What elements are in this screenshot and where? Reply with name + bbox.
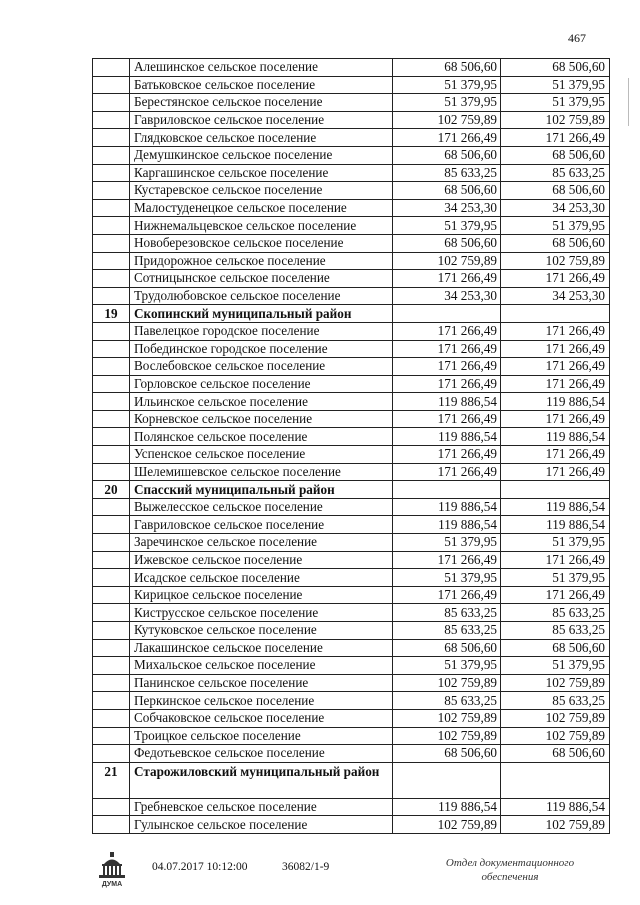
amount-cell-1: 51 379,95 — [393, 569, 501, 587]
amount-cell-2: 51 379,95 — [501, 94, 610, 112]
table-row — [93, 270, 610, 288]
amount-cell-2: 51 379,95 — [501, 534, 610, 552]
amount-cell-2: 102 759,89 — [501, 252, 610, 270]
amount-cell-1: 51 379,95 — [393, 657, 501, 675]
settlement-name-cell: Федотьевское сельское поселение — [130, 745, 393, 763]
amount-cell-2: 34 253,30 — [501, 199, 610, 217]
settlement-name-cell: Демушкинское сельское поселение — [130, 146, 393, 164]
table-body — [93, 59, 610, 834]
amount-cell-1: 68 506,60 — [393, 745, 501, 763]
row-number-cell — [93, 446, 130, 464]
amount-cell-2: 171 266,49 — [501, 586, 610, 604]
row-number-cell — [93, 182, 130, 200]
amount-cell-2 — [501, 762, 610, 798]
table-row — [93, 798, 610, 816]
settlement-name-cell: Горловское сельское поселение — [130, 375, 393, 393]
amount-cell-1: 102 759,89 — [393, 674, 501, 692]
amount-cell-2: 102 759,89 — [501, 727, 610, 745]
table-row — [93, 551, 610, 569]
amount-cell-2: 34 253,30 — [501, 287, 610, 305]
table-row — [93, 692, 610, 710]
amount-cell-2: 68 506,60 — [501, 639, 610, 657]
row-number-cell — [93, 498, 130, 516]
amount-cell-1: 68 506,60 — [393, 639, 501, 657]
district-name-cell: Старожиловский муниципальный район — [130, 762, 393, 798]
page-footer — [0, 858, 640, 898]
settlement-name-cell: Ильинское сельское поселение — [130, 393, 393, 411]
settlement-name-cell: Лакашинское сельское поселение — [130, 639, 393, 657]
row-number-cell — [93, 745, 130, 763]
amount-cell-2: 171 266,49 — [501, 340, 610, 358]
settlement-name-cell: Нижнемальцевское сельское поселение — [130, 217, 393, 235]
settlement-name-cell: Панинское сельское поселение — [130, 674, 393, 692]
duma-building-logo-icon — [96, 852, 128, 890]
amount-cell-2: 119 886,54 — [501, 498, 610, 516]
row-number-cell — [93, 569, 130, 587]
settlement-name-cell: Павелецкое городское поселение — [130, 322, 393, 340]
settlement-name-cell: Ижевское сельское поселение — [130, 551, 393, 569]
amount-cell-1: 171 266,49 — [393, 322, 501, 340]
settlement-name-cell: Побединское городское поселение — [130, 340, 393, 358]
settlement-name-cell: Корневское сельское поселение — [130, 410, 393, 428]
table-row — [93, 111, 610, 129]
row-number-cell — [93, 639, 130, 657]
amount-cell-1: 102 759,89 — [393, 816, 501, 834]
amount-cell-1: 85 633,25 — [393, 692, 501, 710]
row-number-cell — [93, 410, 130, 428]
amount-cell-1: 51 379,95 — [393, 217, 501, 235]
table-row — [93, 199, 610, 217]
table-row — [93, 727, 610, 745]
footer-document-code: 36082/1-9 — [282, 861, 330, 873]
table-row — [93, 463, 610, 481]
amount-cell-1: 119 886,54 — [393, 393, 501, 411]
table-row — [93, 182, 610, 200]
footer-department-stamp: Отдел документационного обеспечения — [445, 857, 575, 883]
settlement-name-cell: Полянское сельское поселение — [130, 428, 393, 446]
row-number-cell — [93, 709, 130, 727]
row-number-cell — [93, 551, 130, 569]
settlement-name-cell: Михальское сельское поселение — [130, 657, 393, 675]
table-row — [93, 129, 610, 147]
scan-edge-mark — [628, 78, 633, 126]
amount-cell-2: 68 506,60 — [501, 745, 610, 763]
settlement-name-cell: Батьковское сельское поселение — [130, 76, 393, 94]
table-row — [93, 745, 610, 763]
table-row — [93, 322, 610, 340]
logo-text: ДУМА — [101, 881, 123, 888]
amount-cell-2: 51 379,95 — [501, 217, 610, 235]
amount-cell-2: 171 266,49 — [501, 446, 610, 464]
table-row — [93, 586, 610, 604]
row-number-cell — [93, 586, 130, 604]
row-number-cell — [93, 428, 130, 446]
amount-cell-2: 85 633,25 — [501, 164, 610, 182]
row-number-cell — [93, 287, 130, 305]
table-section-row — [93, 481, 610, 499]
amount-cell-2: 68 506,60 — [501, 146, 610, 164]
amount-cell-2: 171 266,49 — [501, 463, 610, 481]
row-number-cell — [93, 393, 130, 411]
amount-cell-2: 171 266,49 — [501, 551, 610, 569]
amount-cell-1: 51 379,95 — [393, 534, 501, 552]
table-row — [93, 516, 610, 534]
amount-cell-2: 171 266,49 — [501, 375, 610, 393]
amount-cell-1: 171 266,49 — [393, 340, 501, 358]
amount-cell-1: 171 266,49 — [393, 375, 501, 393]
table-row — [93, 657, 610, 675]
settlement-name-cell: Троицкое сельское поселение — [130, 727, 393, 745]
amount-cell-1: 171 266,49 — [393, 410, 501, 428]
amount-cell-1: 34 253,30 — [393, 287, 501, 305]
table-row — [93, 164, 610, 182]
table-row — [93, 604, 610, 622]
table-row — [93, 709, 610, 727]
amount-cell-2: 68 506,60 — [501, 182, 610, 200]
table-row — [93, 252, 610, 270]
settlement-name-cell: Глядковское сельское поселение — [130, 129, 393, 147]
amount-cell-1: 171 266,49 — [393, 270, 501, 288]
settlement-name-cell: Новоберезовское сельское поселение — [130, 234, 393, 252]
amount-cell-2: 119 886,54 — [501, 393, 610, 411]
table-row — [93, 76, 610, 94]
row-number-cell — [93, 59, 130, 77]
table-row — [93, 639, 610, 657]
settlement-name-cell: Успенское сельское поселение — [130, 446, 393, 464]
amount-cell-1: 119 886,54 — [393, 516, 501, 534]
table-row — [93, 674, 610, 692]
row-number-cell — [93, 270, 130, 288]
row-number-cell — [93, 217, 130, 235]
row-number-cell — [93, 674, 130, 692]
row-number-cell — [93, 94, 130, 112]
row-number-cell — [93, 199, 130, 217]
table-row — [93, 340, 610, 358]
amount-cell-1 — [393, 481, 501, 499]
row-number-cell — [93, 322, 130, 340]
amount-cell-2: 119 886,54 — [501, 428, 610, 446]
settlement-name-cell: Гребневское сельское поселение — [130, 798, 393, 816]
amount-cell-2 — [501, 481, 610, 499]
amount-cell-1: 102 759,89 — [393, 709, 501, 727]
amount-cell-1 — [393, 305, 501, 323]
settlement-name-cell: Выжелесское сельское поселение — [130, 498, 393, 516]
amount-cell-1: 102 759,89 — [393, 727, 501, 745]
settlement-name-cell: Сотницынское сельское поселение — [130, 270, 393, 288]
row-number-cell — [93, 375, 130, 393]
row-number-cell — [93, 164, 130, 182]
row-number-cell — [93, 798, 130, 816]
settlement-name-cell: Заречинское сельское поселение — [130, 534, 393, 552]
settlement-name-cell: Кутуковское сельское поселение — [130, 622, 393, 640]
amount-cell-2: 171 266,49 — [501, 358, 610, 376]
amount-cell-1: 171 266,49 — [393, 551, 501, 569]
settlement-name-cell: Придорожное сельское поселение — [130, 252, 393, 270]
amount-cell-2: 68 506,60 — [501, 59, 610, 77]
row-number-cell — [93, 534, 130, 552]
row-number-cell: 21 — [93, 762, 130, 798]
amount-cell-1: 68 506,60 — [393, 59, 501, 77]
amount-cell-2: 102 759,89 — [501, 709, 610, 727]
amount-cell-2: 85 633,25 — [501, 604, 610, 622]
amount-cell-2: 85 633,25 — [501, 622, 610, 640]
settlement-name-cell: Гавриловское сельское поселение — [130, 516, 393, 534]
table-row — [93, 358, 610, 376]
amount-cell-1: 68 506,60 — [393, 234, 501, 252]
footer-datetime: 04.07.2017 10:12:00 — [152, 861, 248, 873]
table-row — [93, 234, 610, 252]
row-number-cell — [93, 604, 130, 622]
amount-cell-2: 51 379,95 — [501, 657, 610, 675]
settlement-name-cell: Исадское сельское поселение — [130, 569, 393, 587]
district-name-cell: Спасский муниципальный район — [130, 481, 393, 499]
table-row — [93, 217, 610, 235]
settlement-name-cell: Киструсское сельское поселение — [130, 604, 393, 622]
row-number-cell — [93, 657, 130, 675]
table-row — [93, 446, 610, 464]
amount-cell-1: 85 633,25 — [393, 164, 501, 182]
table-row — [93, 816, 610, 834]
amount-cell-1: 171 266,49 — [393, 358, 501, 376]
row-number-cell: 20 — [93, 481, 130, 499]
settlement-name-cell: Гулынское сельское поселение — [130, 816, 393, 834]
settlement-name-cell: Трудолюбовское сельское поселение — [130, 287, 393, 305]
amount-cell-2: 102 759,89 — [501, 111, 610, 129]
settlement-name-cell: Гавриловское сельское поселение — [130, 111, 393, 129]
table-row — [93, 622, 610, 640]
district-name-cell: Скопинский муниципальный район — [130, 305, 393, 323]
table-section-row — [93, 762, 610, 798]
row-number-cell — [93, 692, 130, 710]
table-row — [93, 287, 610, 305]
table-row — [93, 146, 610, 164]
table-row — [93, 428, 610, 446]
settlement-name-cell: Кустаревское сельское поселение — [130, 182, 393, 200]
settlement-name-cell: Вослебовское сельское поселение — [130, 358, 393, 376]
row-number-cell — [93, 252, 130, 270]
amount-cell-2 — [501, 305, 610, 323]
amount-cell-1: 171 266,49 — [393, 586, 501, 604]
amount-cell-1: 119 886,54 — [393, 798, 501, 816]
row-number-cell: 19 — [93, 305, 130, 323]
table-row — [93, 393, 610, 411]
amount-cell-2: 51 379,95 — [501, 569, 610, 587]
settlement-name-cell: Алешинское сельское поселение — [130, 59, 393, 77]
amount-cell-2: 171 266,49 — [501, 410, 610, 428]
row-number-cell — [93, 340, 130, 358]
row-number-cell — [93, 146, 130, 164]
row-number-cell — [93, 129, 130, 147]
amount-cell-1: 85 633,25 — [393, 604, 501, 622]
allocation-table — [92, 58, 610, 834]
amount-cell-2: 119 886,54 — [501, 516, 610, 534]
row-number-cell — [93, 727, 130, 745]
amount-cell-1: 68 506,60 — [393, 182, 501, 200]
table-row — [93, 94, 610, 112]
amount-cell-2: 171 266,49 — [501, 322, 610, 340]
amount-cell-1: 119 886,54 — [393, 428, 501, 446]
amount-cell-2: 85 633,25 — [501, 692, 610, 710]
amount-cell-2: 119 886,54 — [501, 798, 610, 816]
amount-cell-1: 34 253,30 — [393, 199, 501, 217]
row-number-cell — [93, 463, 130, 481]
settlement-name-cell: Кирицкое сельское поселение — [130, 586, 393, 604]
amount-cell-2: 171 266,49 — [501, 129, 610, 147]
row-number-cell — [93, 111, 130, 129]
amount-cell-1: 51 379,95 — [393, 76, 501, 94]
amount-cell-1: 68 506,60 — [393, 146, 501, 164]
settlement-name-cell: Каргашинское сельское поселение — [130, 164, 393, 182]
table-row — [93, 59, 610, 77]
table-row — [93, 375, 610, 393]
amount-cell-1: 102 759,89 — [393, 111, 501, 129]
amount-cell-2: 102 759,89 — [501, 816, 610, 834]
row-number-cell — [93, 816, 130, 834]
settlement-name-cell: Берестянское сельское поселение — [130, 94, 393, 112]
row-number-cell — [93, 516, 130, 534]
amount-cell-1: 102 759,89 — [393, 252, 501, 270]
settlement-name-cell: Шелемишевское сельское поселение — [130, 463, 393, 481]
amount-cell-1: 119 886,54 — [393, 498, 501, 516]
amount-cell-2: 171 266,49 — [501, 270, 610, 288]
settlement-name-cell: Малостуденецкое сельское поселение — [130, 199, 393, 217]
table-section-row — [93, 305, 610, 323]
table-row — [93, 498, 610, 516]
settlement-name-cell: Перкинское сельское поселение — [130, 692, 393, 710]
amount-cell-2: 102 759,89 — [501, 674, 610, 692]
row-number-cell — [93, 234, 130, 252]
settlement-name-cell: Собчаковское сельское поселение — [130, 709, 393, 727]
amount-cell-2: 51 379,95 — [501, 76, 610, 94]
table-row — [93, 410, 610, 428]
table-row — [93, 534, 610, 552]
amount-cell-2: 68 506,60 — [501, 234, 610, 252]
amount-cell-1 — [393, 762, 501, 798]
amount-cell-1: 171 266,49 — [393, 129, 501, 147]
page-number: 467 — [568, 31, 586, 45]
row-number-cell — [93, 76, 130, 94]
row-number-cell — [93, 622, 130, 640]
amount-cell-1: 171 266,49 — [393, 463, 501, 481]
amount-cell-1: 85 633,25 — [393, 622, 501, 640]
amount-cell-1: 171 266,49 — [393, 446, 501, 464]
table-row — [93, 569, 610, 587]
amount-cell-1: 51 379,95 — [393, 94, 501, 112]
row-number-cell — [93, 358, 130, 376]
